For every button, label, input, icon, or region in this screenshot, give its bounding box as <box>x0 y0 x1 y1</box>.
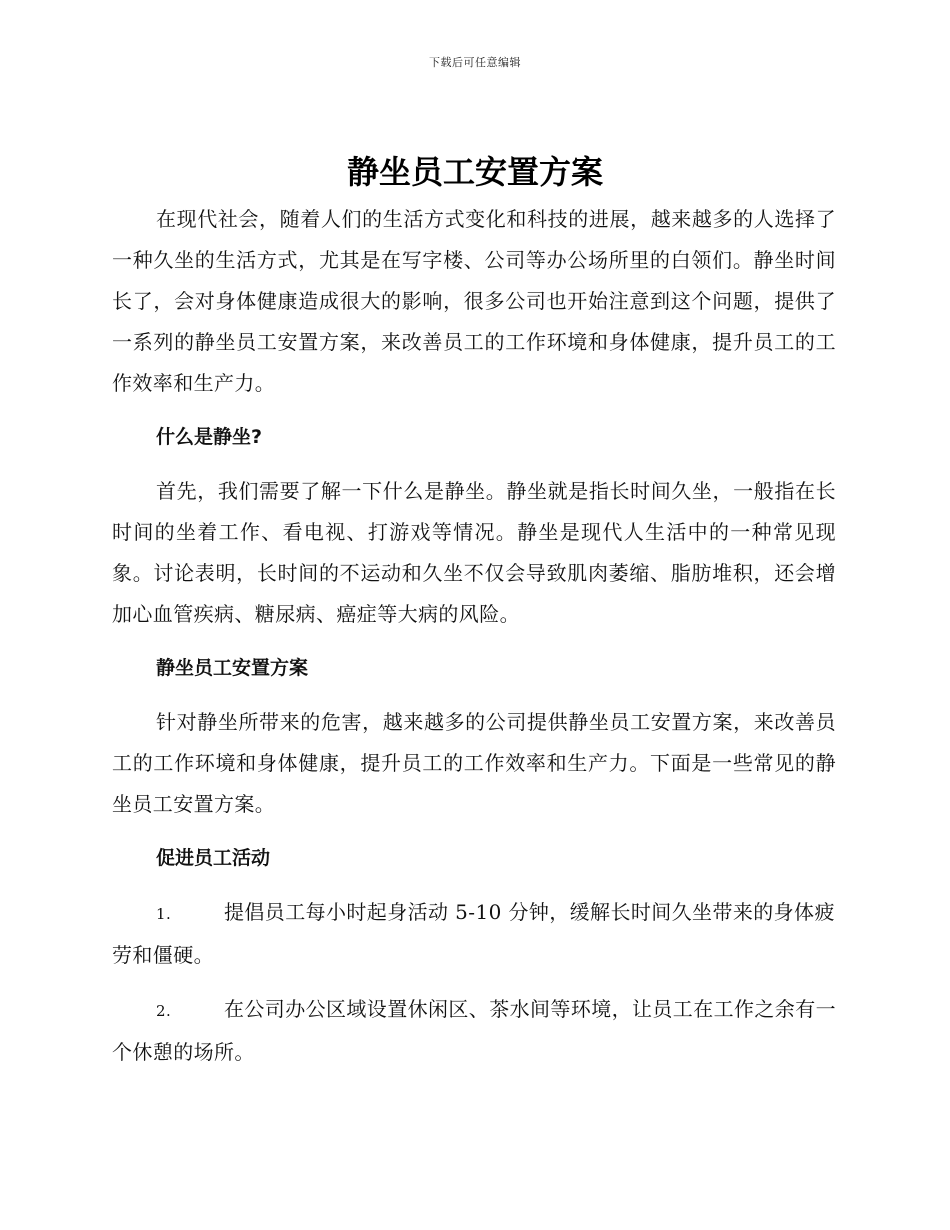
intro-paragraph: 在现代社会，随着人们的生活方式变化和科技的进展，越来越多的人选择了一种久坐的生活方式，尤其是在写字楼、公司等办公场所里的白领们。静坐时间长了，会对身体健康造成很大的影响，很多公司也开始注意到这个问题，提供了一系列的静坐员工安置方案，来改善员工的工作环境和身体健康，提升员工的工作效率和生产力。 <box>112 207 836 395</box>
list-item-number: 1. <box>156 905 172 923</box>
page-title: 静坐员工安置方案 <box>346 153 603 191</box>
document-body <box>112 199 836 1086</box>
list-item-number: 2. <box>156 1002 172 1020</box>
list-item-text: 在公司办公区域设置休闲区、茶水间等环境，让员工在工作之余有一个休憩的场所。 <box>112 997 836 1064</box>
section-heading-promote-activity: 促进员工活动 <box>156 847 271 869</box>
header-note: 下载后可任意编辑 <box>429 56 521 69</box>
section-heading-placement-plan: 静坐员工安置方案 <box>156 657 309 679</box>
section-paragraph-what-is-sitting: 首先，我们需要了解一下什么是静坐。静坐就是指长时间久坐，一般指在长时间的坐着工作、看电视、打游戏等情况。静坐是现代人生活中的一种常见现象。讨论表明，长时间的不运动和久坐不仅会导致肌肉萎缩、脂肪堆积，还会增加心血管疾病、糖尿病、癌症等大病的风险。 <box>112 479 836 626</box>
section-heading-what-is-sitting: 什么是静坐? <box>156 426 263 448</box>
section-paragraph-placement-plan: 针对静坐所带来的危害，越来越多的公司提供静坐员工安置方案，来改善员工的工作环境和身体健康，提升员工的工作效率和生产力。下面是一些常见的静坐员工安置方案。 <box>112 710 836 816</box>
list-item-text: 提倡员工每小时起身活动 5-10 分钟，缓解长时间久坐带来的身体疲劳和僵硬。 <box>112 900 835 967</box>
list-item <box>112 989 836 1073</box>
list-item <box>112 892 836 976</box>
